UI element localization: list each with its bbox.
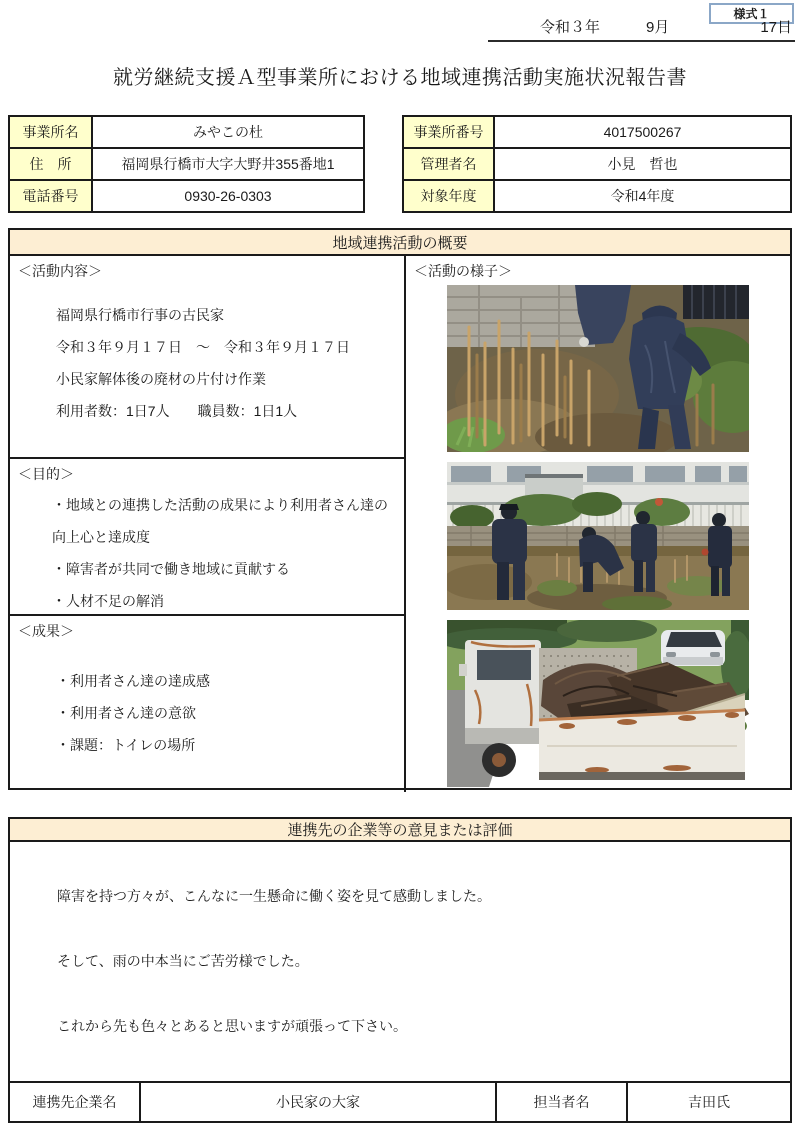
office-name-label: 事業所名 bbox=[9, 116, 92, 148]
feedback-comments bbox=[10, 842, 790, 1081]
results-line: ・課題：トイレの場所 bbox=[56, 737, 196, 753]
results-line: ・利用者さん達の意欲 bbox=[56, 705, 196, 721]
activity-photo-truck-scrap bbox=[447, 620, 749, 787]
form-code-label: 様式１ bbox=[733, 7, 770, 21]
purpose-lines bbox=[52, 489, 396, 617]
date-day: 17日 bbox=[760, 19, 792, 36]
table-row bbox=[9, 116, 364, 148]
activity-line: 福岡県行橋市行事の古民家 bbox=[56, 307, 224, 323]
office-number-value: 4017500267 bbox=[494, 116, 791, 148]
partner-company-label: 連携先企業名 bbox=[10, 1083, 141, 1121]
address-value: 福岡県行橋市大字大野井355番地1 bbox=[92, 148, 364, 180]
feedback-footer-row bbox=[10, 1081, 790, 1121]
page-title: 就労継続支援Ａ型事業所における地域連携活動実施状況報告書 bbox=[113, 67, 687, 89]
address-label: 住 所 bbox=[9, 148, 92, 180]
table-row bbox=[403, 148, 791, 180]
office-info-table-right bbox=[402, 115, 792, 213]
contact-person-label: 担当者名 bbox=[497, 1083, 628, 1121]
partner-company-value: 小民家の大家 bbox=[141, 1083, 497, 1121]
feedback-line: 障害を持つ方々が、こんなに一生懸命に働く姿を見て感動しました。 bbox=[57, 888, 491, 905]
feedback-line: そして、雨の中本当にご苦労様でした。 bbox=[57, 953, 309, 970]
results-cell bbox=[10, 616, 404, 792]
results-heading: ＜成果＞ bbox=[18, 623, 74, 639]
results-line: ・利用者さん達の達成感 bbox=[56, 673, 210, 689]
activity-heading: ＜活動内容＞ bbox=[18, 263, 102, 279]
fiscal-year-label: 対象年度 bbox=[403, 180, 494, 212]
office-name-value: みやこの杜 bbox=[92, 116, 364, 148]
activity-line: 小民家解体後の廃材の片付け作業 bbox=[56, 371, 266, 387]
manager-label: 管理者名 bbox=[403, 148, 494, 180]
date-month: 9月 bbox=[646, 19, 670, 36]
contact-person-value: 吉田氏 bbox=[688, 1094, 730, 1111]
activity-photo-group-field bbox=[447, 462, 749, 610]
photos-column bbox=[406, 256, 790, 792]
overview-section-header: 地域連携活動の概要 bbox=[10, 230, 790, 256]
activity-line: 利用者数：1日7人 職員数：1日1人 bbox=[56, 403, 298, 419]
phone-value: 0930-26-0303 bbox=[92, 180, 364, 212]
date-year: 令和３年 bbox=[540, 19, 601, 36]
activity-content-cell bbox=[10, 256, 404, 459]
activity-photo-clearing-lot bbox=[447, 285, 749, 452]
purpose-line: ・障害者が共同で働き地域に貢献する bbox=[52, 561, 290, 577]
activity-lines bbox=[56, 299, 396, 427]
purpose-heading: ＜目的＞ bbox=[18, 466, 74, 482]
purpose-line: 向上心と達成度 bbox=[52, 529, 150, 545]
office-info-table-left bbox=[8, 115, 365, 213]
phone-label: 電話番号 bbox=[9, 180, 92, 212]
office-number-label: 事業所番号 bbox=[403, 116, 494, 148]
purpose-line: ・地域との連携した活動の成果により利用者さん達の bbox=[52, 497, 388, 513]
results-lines bbox=[56, 665, 396, 761]
overview-section bbox=[8, 228, 792, 790]
overview-left-column bbox=[10, 256, 406, 792]
purpose-line: ・人材不足の解消 bbox=[52, 593, 164, 609]
feedback-line: これから先も色々とあると思いますが頑張って下さい。 bbox=[57, 1018, 407, 1035]
feedback-section bbox=[8, 817, 792, 1123]
report-date bbox=[488, 18, 795, 42]
table-row bbox=[9, 180, 364, 212]
table-row bbox=[9, 148, 364, 180]
table-row bbox=[403, 180, 791, 212]
photos-heading: ＜活動の様子＞ bbox=[414, 263, 512, 279]
manager-value: 小見 哲也 bbox=[494, 148, 791, 180]
photos-list bbox=[414, 285, 782, 787]
fiscal-year-value: 令和4年度 bbox=[494, 180, 791, 212]
activity-line: 令和３年９月１７日 ～ 令和３年９月１７日 bbox=[56, 339, 350, 355]
overview-body bbox=[10, 256, 790, 788]
table-row bbox=[403, 116, 791, 148]
feedback-section-header: 連携先の企業等の意見または評価 bbox=[10, 819, 790, 842]
purpose-cell bbox=[10, 459, 404, 616]
